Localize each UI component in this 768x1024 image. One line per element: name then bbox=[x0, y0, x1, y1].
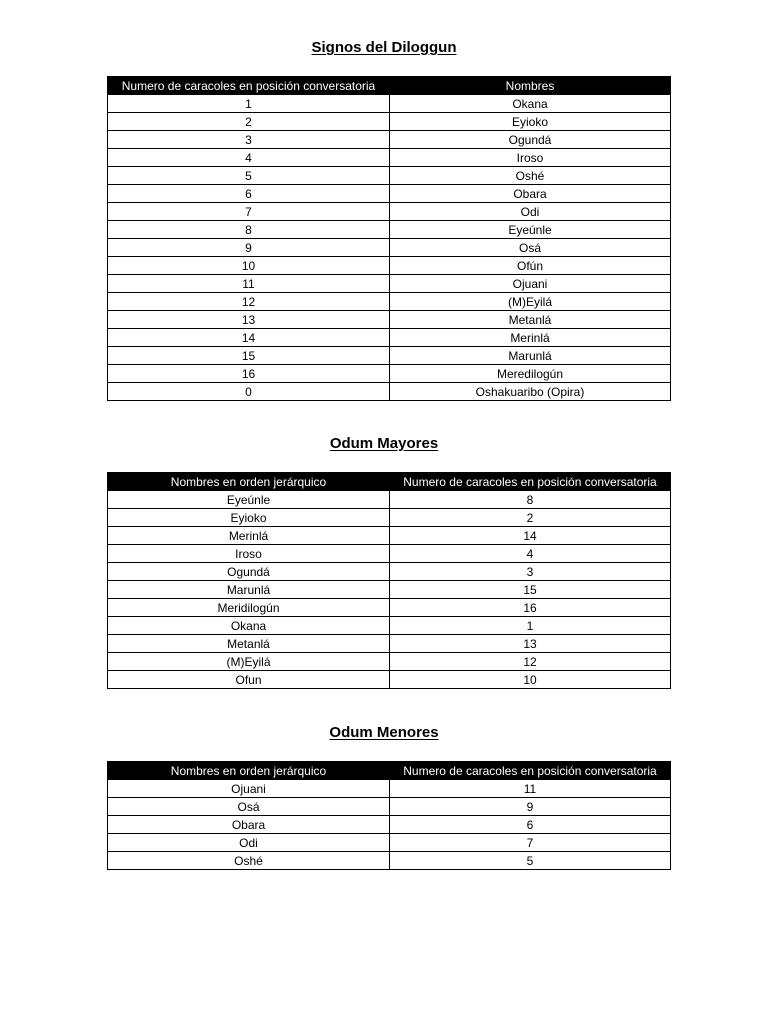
table-cell: 0 bbox=[108, 383, 390, 401]
table-cell: 4 bbox=[108, 149, 390, 167]
table-cell: Odi bbox=[108, 834, 390, 852]
table-cell: 4 bbox=[390, 545, 671, 563]
table-row bbox=[108, 275, 671, 293]
table-cell: (M)Eyilá bbox=[390, 293, 671, 311]
table-cell: 14 bbox=[108, 329, 390, 347]
table-cell: 3 bbox=[390, 563, 671, 581]
table-row bbox=[108, 239, 671, 257]
table-cell: 11 bbox=[108, 275, 390, 293]
signos-table bbox=[107, 76, 671, 401]
table-row bbox=[108, 581, 671, 599]
table-cell: 12 bbox=[390, 653, 671, 671]
column-header: Nombres en orden jerárquico bbox=[108, 473, 390, 491]
table-row bbox=[108, 257, 671, 275]
table-cell: 5 bbox=[390, 852, 671, 870]
table-cell: Ogundá bbox=[108, 563, 390, 581]
table-header-row bbox=[108, 77, 671, 95]
table-cell: Marunlá bbox=[390, 347, 671, 365]
table-cell: 13 bbox=[108, 311, 390, 329]
table-cell: 14 bbox=[390, 527, 671, 545]
odum-menores-table bbox=[107, 761, 671, 870]
table-cell: 15 bbox=[108, 347, 390, 365]
table-row bbox=[108, 131, 671, 149]
table-row bbox=[108, 834, 671, 852]
table-cell: Metanlá bbox=[390, 311, 671, 329]
table-cell: Eyioko bbox=[108, 509, 390, 527]
section-title-odum-menores: Odum Menores bbox=[329, 724, 439, 741]
table-row bbox=[108, 563, 671, 581]
table-cell: Obara bbox=[390, 185, 671, 203]
table-cell: (M)Eyilá bbox=[108, 653, 390, 671]
table-cell: 5 bbox=[108, 167, 390, 185]
table-row bbox=[108, 221, 671, 239]
section-title-signos: Signos del Diloggun bbox=[311, 39, 457, 56]
table-row bbox=[108, 635, 671, 653]
table-cell: Osá bbox=[390, 239, 671, 257]
table-cell: 11 bbox=[390, 780, 671, 798]
table-header-row bbox=[108, 762, 671, 780]
table-cell: Oshakuaribo (Opira) bbox=[390, 383, 671, 401]
table-row bbox=[108, 527, 671, 545]
table-cell: 8 bbox=[390, 491, 671, 509]
table-cell: 15 bbox=[390, 581, 671, 599]
table-cell: 7 bbox=[108, 203, 390, 221]
table-row bbox=[108, 185, 671, 203]
section-title-odum-mayores: Odum Mayores bbox=[329, 435, 439, 452]
table-row bbox=[108, 852, 671, 870]
table-row bbox=[108, 599, 671, 617]
column-header: Numero de caracoles en posición conversatoria bbox=[390, 762, 671, 780]
table-cell: 10 bbox=[108, 257, 390, 275]
table-row bbox=[108, 329, 671, 347]
table-cell: Marunlá bbox=[108, 581, 390, 599]
table-cell: 1 bbox=[390, 617, 671, 635]
column-header: Numero de caracoles en posición conversatoria bbox=[108, 77, 390, 95]
table-row bbox=[108, 798, 671, 816]
table-row bbox=[108, 311, 671, 329]
table-cell: 2 bbox=[108, 113, 390, 131]
table-cell: 2 bbox=[390, 509, 671, 527]
table-cell: 12 bbox=[108, 293, 390, 311]
table-cell: 6 bbox=[108, 185, 390, 203]
table-row bbox=[108, 383, 671, 401]
table-cell: Ogundá bbox=[390, 131, 671, 149]
table-cell: Odi bbox=[390, 203, 671, 221]
table-row bbox=[108, 491, 671, 509]
table-row bbox=[108, 365, 671, 383]
table-cell: Ojuani bbox=[390, 275, 671, 293]
table-cell: 8 bbox=[108, 221, 390, 239]
table-row bbox=[108, 671, 671, 689]
table-cell: 10 bbox=[390, 671, 671, 689]
table-row bbox=[108, 167, 671, 185]
table-row bbox=[108, 653, 671, 671]
table-row bbox=[108, 509, 671, 527]
table-row bbox=[108, 293, 671, 311]
table-cell: Merinlá bbox=[390, 329, 671, 347]
table-row bbox=[108, 617, 671, 635]
table-cell: 1 bbox=[108, 95, 390, 113]
table-cell: Oshé bbox=[108, 852, 390, 870]
table-cell: Osá bbox=[108, 798, 390, 816]
table-cell: 9 bbox=[390, 798, 671, 816]
table-cell: Meredilogún bbox=[390, 365, 671, 383]
table-cell: Okana bbox=[390, 95, 671, 113]
table-cell: 6 bbox=[390, 816, 671, 834]
table-cell: Oshé bbox=[390, 167, 671, 185]
table-row bbox=[108, 816, 671, 834]
table-cell: 3 bbox=[108, 131, 390, 149]
table-cell: 7 bbox=[390, 834, 671, 852]
table-cell: Eyioko bbox=[390, 113, 671, 131]
odum-mayores-table bbox=[107, 472, 671, 689]
table-header-row bbox=[108, 473, 671, 491]
table-row bbox=[108, 203, 671, 221]
column-header: Nombres bbox=[390, 77, 671, 95]
table-row bbox=[108, 780, 671, 798]
table-row bbox=[108, 149, 671, 167]
table-cell: Obara bbox=[108, 816, 390, 834]
table-cell: 16 bbox=[108, 365, 390, 383]
table-cell: Okana bbox=[108, 617, 390, 635]
table-cell: Eyeúnle bbox=[108, 491, 390, 509]
table-row bbox=[108, 95, 671, 113]
table-row bbox=[108, 545, 671, 563]
column-header: Numero de caracoles en posición conversatoria bbox=[390, 473, 671, 491]
table-cell: 9 bbox=[108, 239, 390, 257]
table-cell: Metanlá bbox=[108, 635, 390, 653]
table-cell: Ofún bbox=[390, 257, 671, 275]
table-cell: Meridilogún bbox=[108, 599, 390, 617]
table-cell: Iroso bbox=[390, 149, 671, 167]
column-header: Nombres en orden jerárquico bbox=[108, 762, 390, 780]
table-row bbox=[108, 113, 671, 131]
table-cell: Ofun bbox=[108, 671, 390, 689]
table-cell: 13 bbox=[390, 635, 671, 653]
table-cell: Ojuani bbox=[108, 780, 390, 798]
table-cell: Eyeúnle bbox=[390, 221, 671, 239]
table-cell: Merinlá bbox=[108, 527, 390, 545]
table-cell: Iroso bbox=[108, 545, 390, 563]
table-row bbox=[108, 347, 671, 365]
table-cell: 16 bbox=[390, 599, 671, 617]
